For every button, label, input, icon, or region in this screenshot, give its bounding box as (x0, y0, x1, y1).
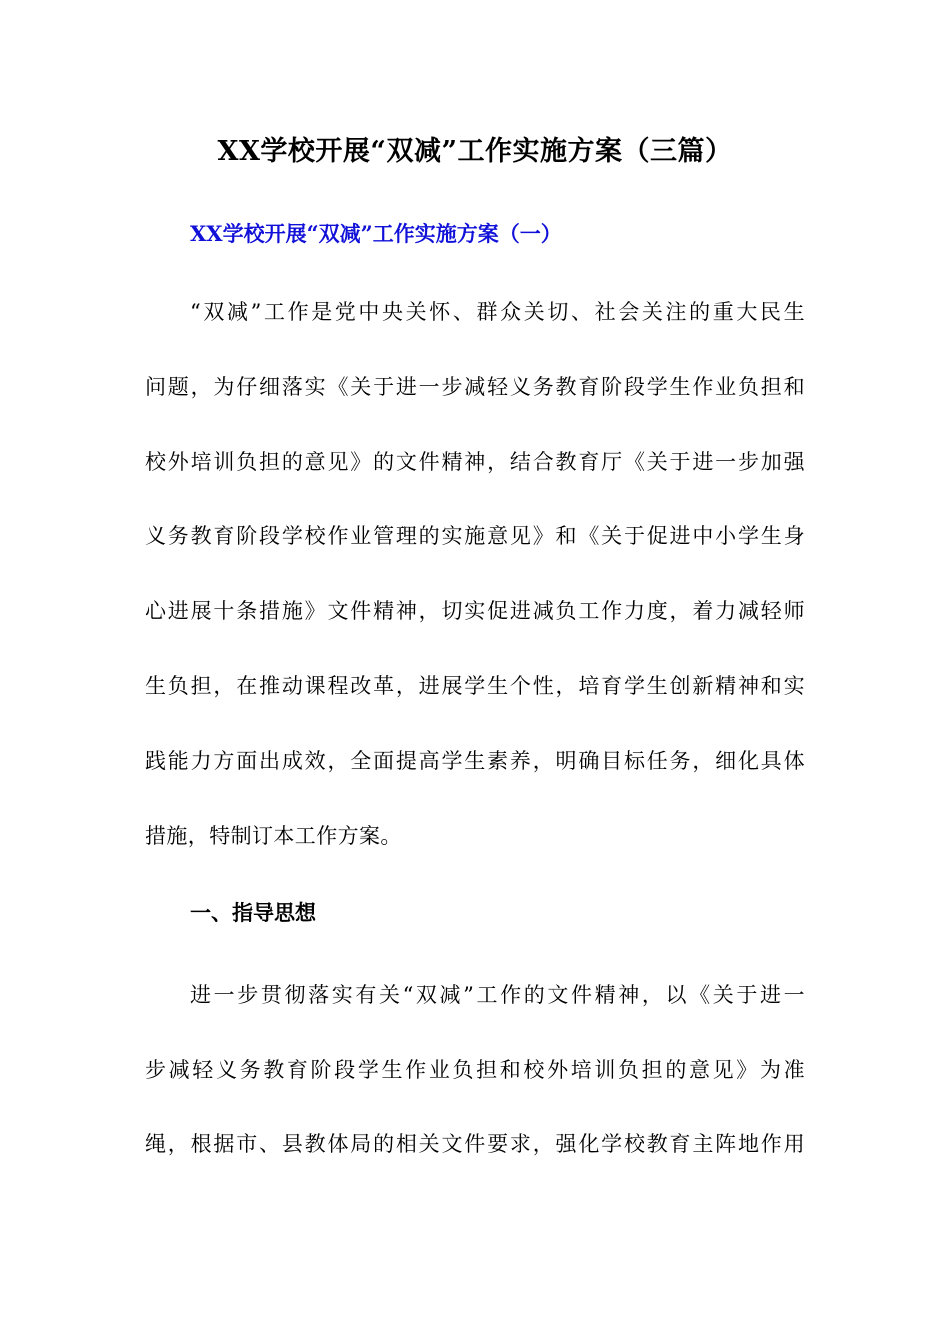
paragraph-line: 措施，特制订本工作方案。 (145, 824, 402, 848)
paragraph-line: 绳，根据市、县教体局的相关文件要求，强化学校教育主阵地作用 (145, 1132, 805, 1156)
paragraph-line: 义务教育阶段学校作业管理的实施意见》和《关于促进中小学生身 (145, 524, 805, 548)
document-title: XX学校开展“双减”工作实施方案（三篇） (217, 136, 733, 167)
paragraph-line: 心进展十条措施》文件精神，切实促进减负工作力度，着力减轻师 (145, 599, 805, 623)
paragraph-line: 校外培训负担的意见》的文件精神，结合教育厅《关于进一步加强 (145, 450, 805, 474)
paragraph-line: 生负担，在推动课程改革，进展学生个性，培育学生创新精神和实 (145, 674, 805, 698)
paragraph-line: 践能力方面出成效，全面提高学生素养，明确目标任务，细化具体 (145, 749, 805, 773)
paragraph-line: “双减”工作是党中央关怀、群众关切、社会关注的重大民生 (190, 300, 805, 324)
section-subtitle: XX学校开展“双减”工作实施方案（一） (190, 221, 562, 246)
paragraph-line: 问题，为仔细落实《关于进一步减轻义务教育阶段学生作业负担和 (145, 375, 805, 399)
section-heading: 一、指导思想 (190, 901, 316, 925)
paragraph-line: 进一步贯彻落实有关“双减”工作的文件精神，以《关于进一 (190, 983, 805, 1007)
paragraph-line: 步减轻义务教育阶段学生作业负担和校外培训负担的意见》为准 (145, 1058, 805, 1082)
